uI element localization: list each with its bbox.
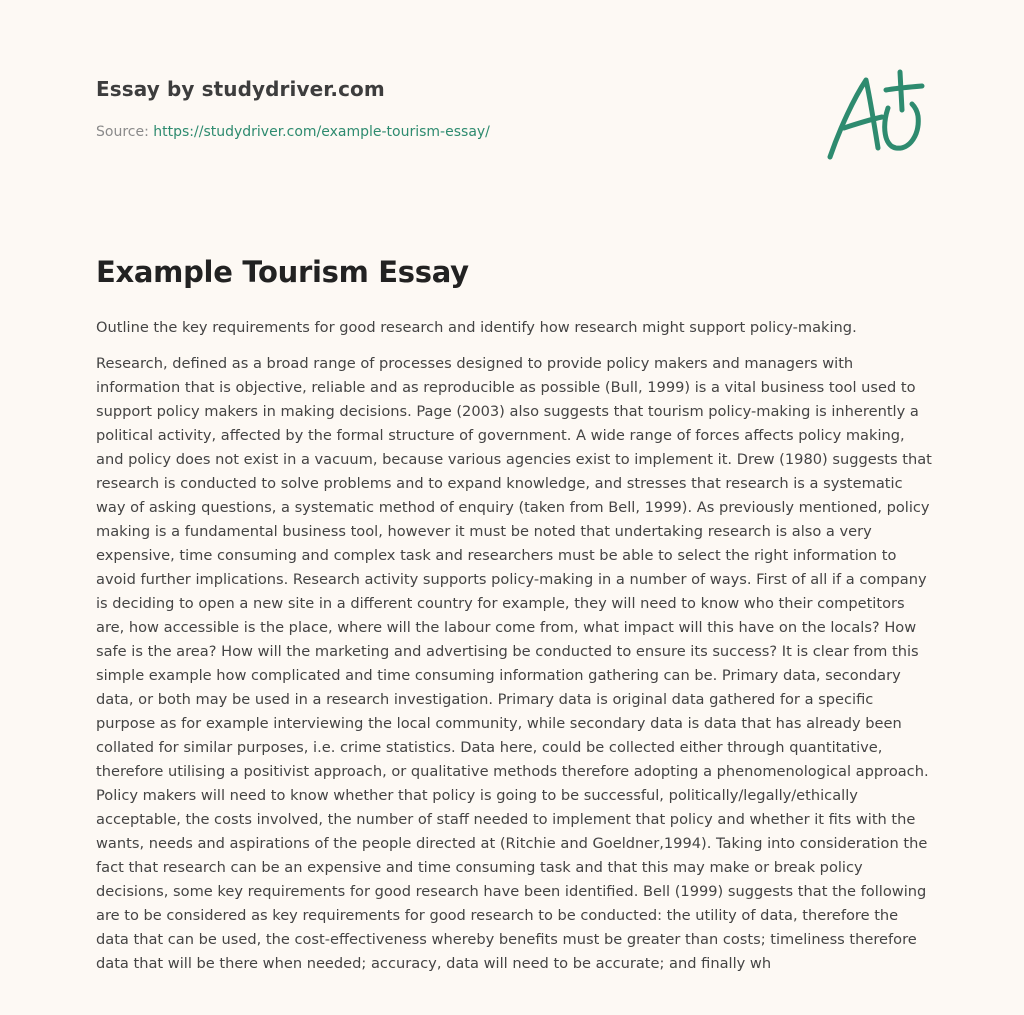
essay-question: Outline the key requirements for good research and identify how research might support policy-making.	[96, 319, 857, 336]
source-link[interactable]: https://studydriver.com/example-tourism-essay/	[153, 124, 490, 140]
source-label: Source:	[96, 124, 149, 140]
essay-body: Research, defined as a broad range of processes designed to provide policy makers and managers with information that is objective, reliable and as reproducible as possible (Bull, 1999) is a vital business tool used to support policy makers in making decisions. Page (2003) also suggests that tourism policy-making is inherently a political activity, affected by the formal structure of government. A wide range of forces affects policy making, and policy does not exist in a vacuum, because various agencies exist to implement it. Drew (1980) suggests that research is conducted to solve problems and to expand knowledge, and stresses that research is a systematic way of asking questions, a systematic method of enquiry (taken from Bell, 1999). As previously mentioned, policy making is a fundamental business tool, however it must be noted that undertaking research is also a very expensive, time consuming and complex task and researchers must be able to select the right information to avoid further implications. Research activity supports policy-making in a number of ways. First of all if a company is deciding to open a new site in a different country for example, they will need to know who their competitors are, how accessible is the place, where will the labour come from, what impact will this have on the locals? How safe is the area? How will the marketing and advertising be conducted to ensure its success? It is clear from this simple example how complicated and time consuming information gathering can be. Primary data, secondary data, or both may be used in a research investigation. Primary data is original data gathered for a specific purpose as for example interviewing the local community, while secondary data is data that has already been collated for similar purposes, i.e. crime statistics. Data here, could be collected either through quantitative, therefore utilising a positivist approach, or qualitative methods therefore adopting a phenomenological approach. Policy makers will need to know whether that policy is going to be successful, politically/legally/ethically acceptable, the costs involved, the number of staff needed to implement that policy and whether it fits with the wants, needs and aspirations of the people directed at (Ritchie and Goeldner,1994). Taking into consideration the fact that research can be an expensive and time consuming task and that this may make or break policy decisions, some key requirements for good research have been identified. Bell (1999) suggests that the following are to be considered as key requirements for good research to be conducted: the utility of data, therefore the data that can be used, the cost-effectiveness whereby benefits must be greater than costs; timeliness therefore data that will be there when needed; accuracy, data will need to be accurate; and finally wh	[96, 355, 932, 972]
a-plus-logo-icon	[822, 68, 926, 164]
source-line	[96, 124, 490, 140]
site-title: Essay by studydriver.com	[96, 77, 385, 101]
essay-content	[96, 316, 934, 988]
document-title: Example Tourism Essay	[96, 255, 469, 289]
